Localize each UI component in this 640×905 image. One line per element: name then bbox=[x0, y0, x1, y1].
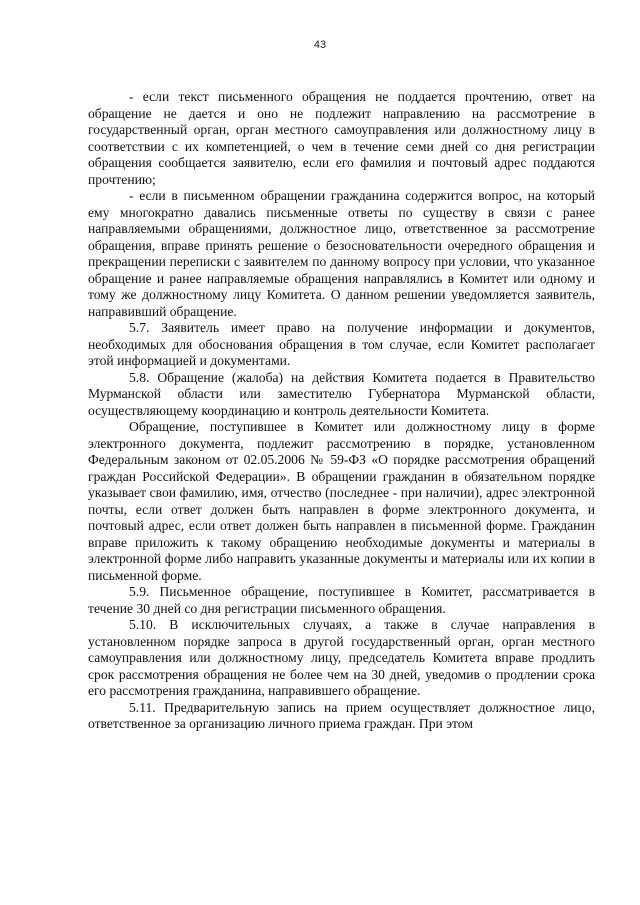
paragraph-5-11: 5.11. Предварительную запись на прием осуществляет должностное лицо, ответственное за организацию личного приема граждан. При этом bbox=[88, 699, 595, 731]
document-body bbox=[88, 89, 595, 733]
paragraph-electronic-appeal: Обращение, поступившее в Комитет или должностному лицу в форме электронного документа, подлежит рассмотрению в порядке, установленном Федеральным законом от 02.05.2006 № 59-ФЗ «О порядке рассмотрения обращений граждан Российской Федерации». В обращении гражданин в обязательном порядке указывает свои фамилию, имя, отчество (последнее - при наличии), адрес электронной почты, если ответ должен быть направлен в форме электронного документа, и почтовый адрес, если ответ должен быть направлен в письменной форме. Гражданин вправе приложить к такому обращению необходимые документы и материалы в электронной форме либо направить указанные документы и материалы или их копии в письменной форме. bbox=[88, 419, 595, 583]
paragraph-5-10: 5.10. В исключительных случаях, а также в случае направления в установленном порядке запроса в другой государственный орган, орган местного самоуправления или должностному лицу, председатель Комитета вправе продлить срок рассмотрения обращения не более чем на 30 дней, уведомив о продлении срока его рассмотрения гражданина, направившего обращение. bbox=[88, 617, 595, 698]
paragraph-5-9: 5.9. Письменное обращение, поступившее в Комитет, рассматривается в течение 30 дней со дня регистрации письменного обращения. bbox=[88, 584, 595, 616]
paragraph-5-7: 5.7. Заявитель имеет право на получение информации и документов, необходимых для обоснования обращения в том случае, если Комитет располагает этой информацией и документами. bbox=[88, 320, 595, 368]
paragraph-unreadable-text: - если текст письменного обращения не поддается прочтению, ответ на обращение не дается и оно не подлежит направлению на рассмотрение в государственный орган, орган местного самоуправления или должностному лицу в соответствии с их компетенцией, о чем в течение семи дней со дня регистрации обращения сообщается заявителю, если его фамилия и почтовый адрес поддаются прочтению; bbox=[88, 89, 595, 187]
paragraph-5-8: 5.8. Обращение (жалоба) на действия Комитета подается в Правительство Мурманской области или заместителю Губернатора Мурманской области, осуществляющему координацию и контроль деятельности Комитета. bbox=[88, 369, 595, 418]
page-number: 43 bbox=[313, 39, 327, 51]
paragraph-repeated-question: - если в письменном обращении гражданина содержится вопрос, на который ему многократно давались письменные ответы по существу в связи с ранее направляемыми обращениями, должностное лицо, ответственное за рассмотрение обращения, вправе принять решение о безосновательности очередного обращения и прекращении переписки с заявителем по данному вопросу при условии, что указанное обращение и ранее направляемые обращения направлялись в Комитет или одному и тому же должностному лицу Комитета. О данном решении уведомляется заявитель, направивший обращение. bbox=[88, 188, 595, 319]
